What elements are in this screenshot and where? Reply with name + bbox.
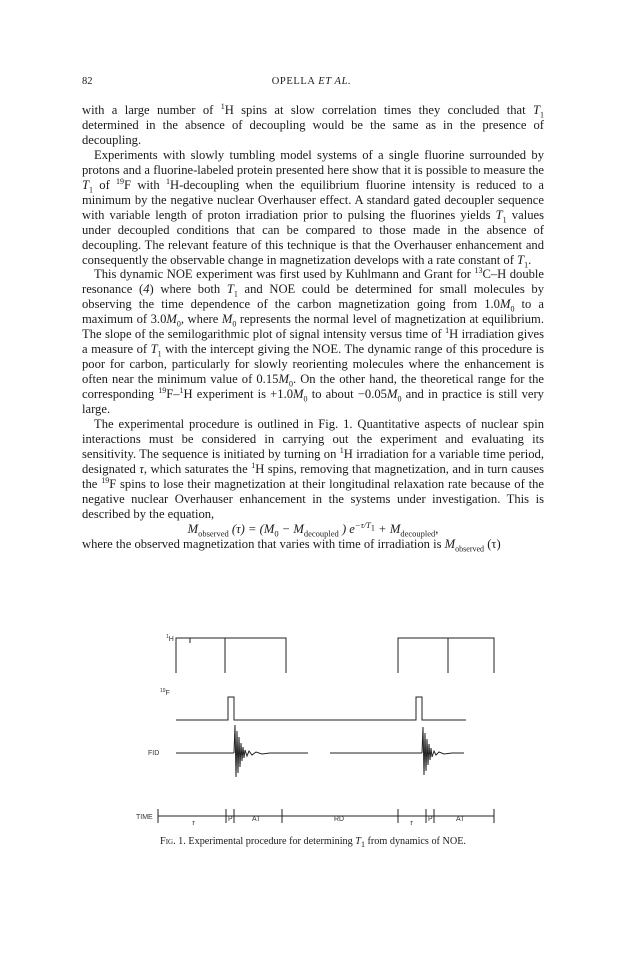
- paragraph-4: The experimental procedure is outlined in Fig. 1. Quantitative aspects of nuclear spin interactions must be considered in carrying out the experiment and evaluating its sensitivity. The sequence is initiated by turning on $^1$H irradiation for a variable time period, designated τ, which saturates the $^1$H spins, removing that magnetization, and in turn causes the $^{19}$F spins to lose their magnetization at their longitudinal relaxation rate because of the negative nuclear Overhauser enhancement in the systems under investigation. This is described by the equation,: [82, 417, 544, 521]
- pulse-sequence-figure: [130, 625, 510, 835]
- fid-signal-1: [234, 725, 308, 777]
- label-time: TIME: [136, 814, 153, 821]
- paragraph-3: This dynamic NOE experiment was first used by Kuhlmann and Grant for $^{13}$C–H double resonance (4) where both $T_1$ and NOE could be determined for small molecules by observing the time dependence of the carbon magnetization going from $1.0M_0$ to a maximum of $3.0M_0$, where $M_0$ represents the normal level of magnetization at equilibrium. The slope of the semilogarithmic plot of signal intensity versus time of $^1$H irradiation gives a measure of $T_1$ with the intercept giving the NOE. The dynamic range of this procedure is poor for carbon, particularly for slowly reorienting molecules where the enhancement is often near the minimum value of $0.15M_0$. On the other hand, the theoretical range for the corresponding $^{19}$F–$^1$H experiment is $+1.0M_0$ to about $-0.05M_0$ and in practice is still very large.: [82, 266, 545, 417]
- pulse-sequence-diagram: [130, 625, 510, 835]
- paragraph-1: with a large number of $^1$H spins at slow correlation times they concluded that $T_1$ determined in the absence of decoupling would be the same as in the presence of decoupling.: [82, 101, 545, 147]
- time-label-p-1: P: [228, 816, 233, 823]
- page-number: 82: [82, 76, 93, 87]
- trace-1h-second: [398, 638, 494, 673]
- paragraph-5: where the observed magnetization that varies with time of irradiation is $M_{observed}$ (τ): [82, 536, 501, 554]
- noe-equation: $M_{observed}$ $(\tau) = (M_0 - M_{decoupled}$ ) $e^{-\tau/T_1} + M_{decoupled}$,: [187, 519, 439, 539]
- figure-caption: Fig. 1. Experimental procedure for determining $T_1$ from dynamics of NOE.: [160, 836, 466, 850]
- time-label-at-2: AT: [456, 816, 465, 823]
- time-label-tau-1: τ: [192, 820, 195, 827]
- paragraph-2: Experiments with slowly tumbling model systems of a single fluorine surrounded by protons and a fluorine-labeled protein presented here show that it is possible to measure the $T_1$ of $^{19}$F with $^1$H-decoupling when the equilibrium fluorine intensity is reduced to a minimum by the negative nuclear Overhauser effect. A standard gated decoupler sequence with variable length of proton irradiation prior to pulsing the fluorines yields $T_1$ values under decoupled conditions that can be compared to those made in the absence of decoupling. The relevant feature of this technique is that the Overhauser enhancement and consequently the observable change in magnetization develops with a rate constant of $T_1$.: [82, 147, 544, 270]
- time-label-rd: RD: [334, 816, 345, 823]
- time-label-tau-2: τ: [410, 820, 413, 827]
- label-fid: FID: [148, 750, 160, 757]
- time-label-at-1: AT: [252, 816, 261, 823]
- label-1h: $^1$H: [166, 634, 174, 643]
- label-19f: $^{19}$F: [160, 688, 170, 697]
- trace-19f: [176, 697, 466, 720]
- running-header: [0, 76, 623, 90]
- trace-1h: [176, 638, 286, 673]
- time-label-p-2: P: [428, 816, 433, 823]
- running-title: OPELLA ET AL.: [271, 76, 352, 87]
- body-text: [82, 103, 544, 552]
- fid-signal-2: [422, 727, 464, 775]
